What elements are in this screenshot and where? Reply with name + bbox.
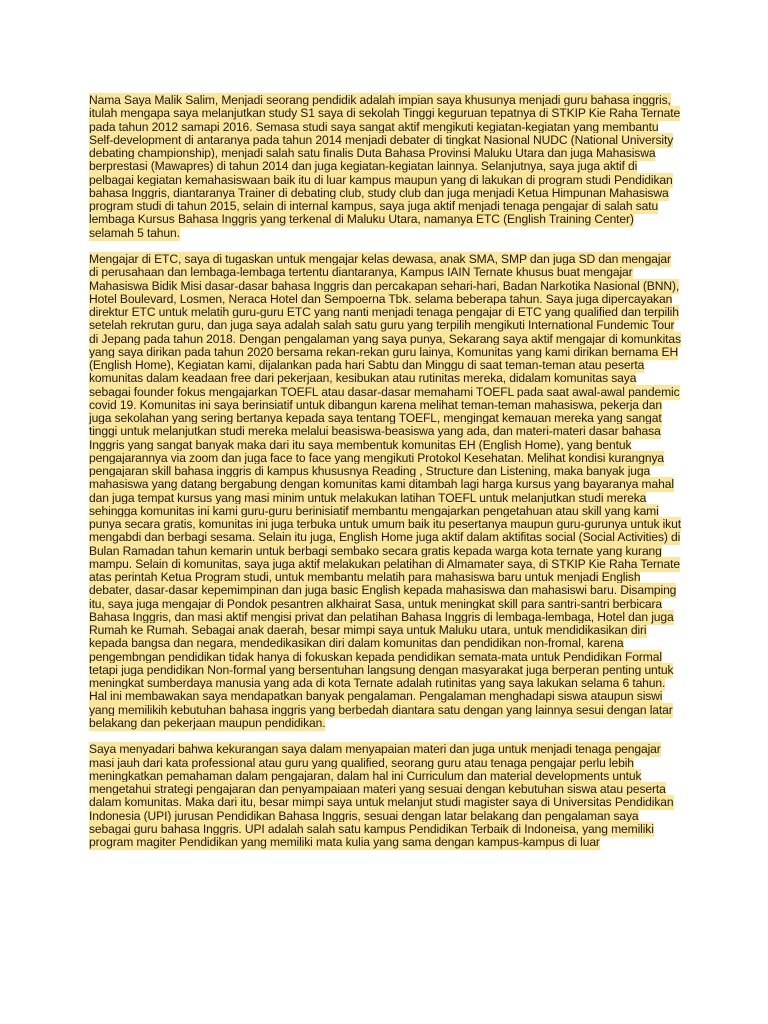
paragraph-3-text: Saya menyadari bahwa kekurangan saya dalam menyapaian materi dan juga untuk menjadi tenaga pengajar masi jauh dari kata professional atau guru yang qualified, seorang guru atau tenaga pengajar perlu lebih meningkatkan pemahaman dalam pengajaran, dalam hal ini Curriculum dan material developments untuk mengetahui strategi pengajaran dan penyampaiaan materi yang sesuai dengan kebutuhan siswa atau peserta dalam komunitas. Maka dari itu, besar mimpi saya untuk melanjut studi magister saya di Universitas Pendidikan Indonesia (UPI) jurusan Pendidikan Bahasa Inggris, sesuai dengan latar belakang dan pengalaman saya sebagai guru bahasa Inggris. UPI adalah salah satu kampus Pendidikan Terbaik di Indoneisa, yang memiliki program magiter Pendidikan yang memiliki mata kulia yang sama dengan kampus-kampus di luar	[89, 742, 674, 849]
paragraph-3	[89, 743, 681, 849]
paragraph-1	[89, 94, 681, 240]
paragraph-1-text: Nama Saya Malik Salim, Menjadi seorang pendidik adalah impian saya khusunya menjadi guru bahasa inggris, itulah mengapa saya melanjutkan study S1 saya di sekolah Tinggi keguruan tepatnya di STKIP Kie Raha Ternate pada tahun 2012 samapi 2016. Semasa studi saya sangat aktif mengikuti kegiatan-kegiatan yang membantu Self-development di antaranya pada tahun 2014 menjadi debater di tingkat Nasional NUDC (National University debating championship), menjadi salah satu finalis Duta Bahasa Provinsi Maluku Utara dan juga Mahasiswa berprestasi (Mawapres) di tahun 2014 dan juga kegiatan-kegiatan lainnya. Selanjutnya, saya juga aktif di pelbagai kegiatan kemahasiswaan baik itu di luar kampus maupun yang di lakukan di program studi Pendidikan bahasa Inggris, diantaranya Trainer di debating club, study club dan juga menjadi Ketua Himpunan Mahasiswa program studi di tahun 2015, selain di internal kampus, saya juga aktif menjadi tenaga pengajar di salah satu lembaga Kursus Bahasa Inggris yang terkenal di Maluku Utara, namanya ETC (English Training Center) selamah 5 tahun.	[89, 93, 681, 240]
essay-text	[89, 94, 681, 849]
paragraph-2	[89, 253, 681, 730]
paragraph-2-text: Mengajar di ETC, saya di tugaskan untuk mengajar kelas dewasa, anak SMA, SMP dan juga SD dan mengajar di perusahaan dan lembaga-lembaga tertentu diantaranya, Kampus IAIN Ternate khusus buat mengajar Mahasiswa Bidik Misi dasar-dasar bahasa Inggris dan percakapan sehari-hari, Badan Narkotika Nasional (BNN), Hotel Boulevard, Losmen, Neraca Hotel dan Sempoerna Tbk. selama beberapa tahun. Saya juga dipercayakan direktur ETC untuk melatih guru-guru ETC yang nanti menjadi tenaga pengajar di ETC yang qualified dan terpilih setelah rekrutan guru, dan juga saya adalah salah satu guru yang terpilih mengikuti International Fundemic Tour di Jepang pada tahun 2018. Dengan pengalaman yang saya punya, Sekarang saya aktif mengajar di komunkitas yang saya dirikan pada tahun 2020 bersama rekan-rekan guru lainya, Komunitas yang kami dirikan bernama EH (English Home), Kegiatan kami, dijalankan pada hari Sabtu dan Minggu di saat teman-teman atau peserta komunitas dalam keadaan free dari pekerjaan, kesibukan atau rutinitas mereka, didalam komunitas saya sebagai founder fokus mengajarkan TOEFL atau dasar-dasar memahami TOEFL pada saat awal-awal pandemic covid 19. Komunitas ini saya berinsiatif untuk dibangun karena melihat teman-teman mahasiswa, pekerja dan juga sekolahan yang sering bertanya kepada saya tentang TOEFL, mengingat kemauan mereka yang sangat tinggi untuk melanjutkan studi mereka melalui beasiswa-beasiswa yang ada, dan materi-materi dasar bahasa Inggris yang sangat banyak maka dari itu saya membentuk komunitas EH (English Home), yang bentuk pengajarannya via zoom dan juga face to face yang mengikuti Protokol Kesehatan. Melihat kondisi kurangnya pengajaran skill bahasa inggris di kampus khususnya Reading , Structure dan Listening, maka banyak juga mahasiswa yang datang bergabung dengan komunitas kami ditambah lagi harga kursus yang bayaranya mahal dan juga tempat kursus yang masi minim untuk melakukan latihan TOEFL untuk melanjutkan studi mereka sehingga komunitas ini kami guru-guru berinisiatif membantu mengajarkan pengetahuan atau skill yang kami punya secara gratis, komunitas ini juga terbuka untuk umum baik itu pesertanya maupun guru-gurunya untuk ikut mengabdi dan berbagi sesama. Selain itu juga, English Home juga aktif dalam aktifitas social (Social Activities) di Bulan Ramadan tahun kemarin untuk berbagi sembako secara gratis kepada warga kota ternate yang kurang mampu. Selain di komunitas, saya juga aktif melakukan pelatihan di Almamater saya, di STKIP Kie Raha Ternate atas perintah Ketua Program studi, untuk membantu melatih para mahasiswa baru untuk menjadi English debater, dasar-dasar kepemimpinan dan juga basic English kepada mahasiswa dan mahasiswi baru. Disamping itu, saya juga mengajar di Pondok pesantren alkhairat Sasa, untuk meningkat skill para santri-santri berbicara Bahasa Inggris, dan masi aktif mengisi privat dan pelatihan Bahasa Inggris di lembaga-lembaga, Hotel dan juga Rumah ke Rumah. Sebagai anak daerah, besar mimpi saya untuk Maluku utara, untuk mendidikasikan diri kepada bangsa dan negara, mendedikasikan diri dalam komunitas dan pendidikan non-fromal, karena pengembngan pendidikan tidak hanya di fokuskan kepada pendidikan semata-mata untuk Pendidikan Formal tetapi juga pendidikan Non-formal yang bersentuhan langsung dengan masyarakat juga berperan penting untuk meningkat sumberdaya manusia yang ada di kota Ternate adalah rutinitas yang saya lakukan selama 6 tahun. Hal ini membawakan saya mendapatkan banyak pengalaman. Pengalaman menghadapi siswa ataupun siswi yang memilikih kebutuhan bahasa inggris yang berbedah diantara satu dengan yang lainnya sesui dengan latar belakang dan pekerjaan maupun pendidikan.	[89, 252, 681, 730]
